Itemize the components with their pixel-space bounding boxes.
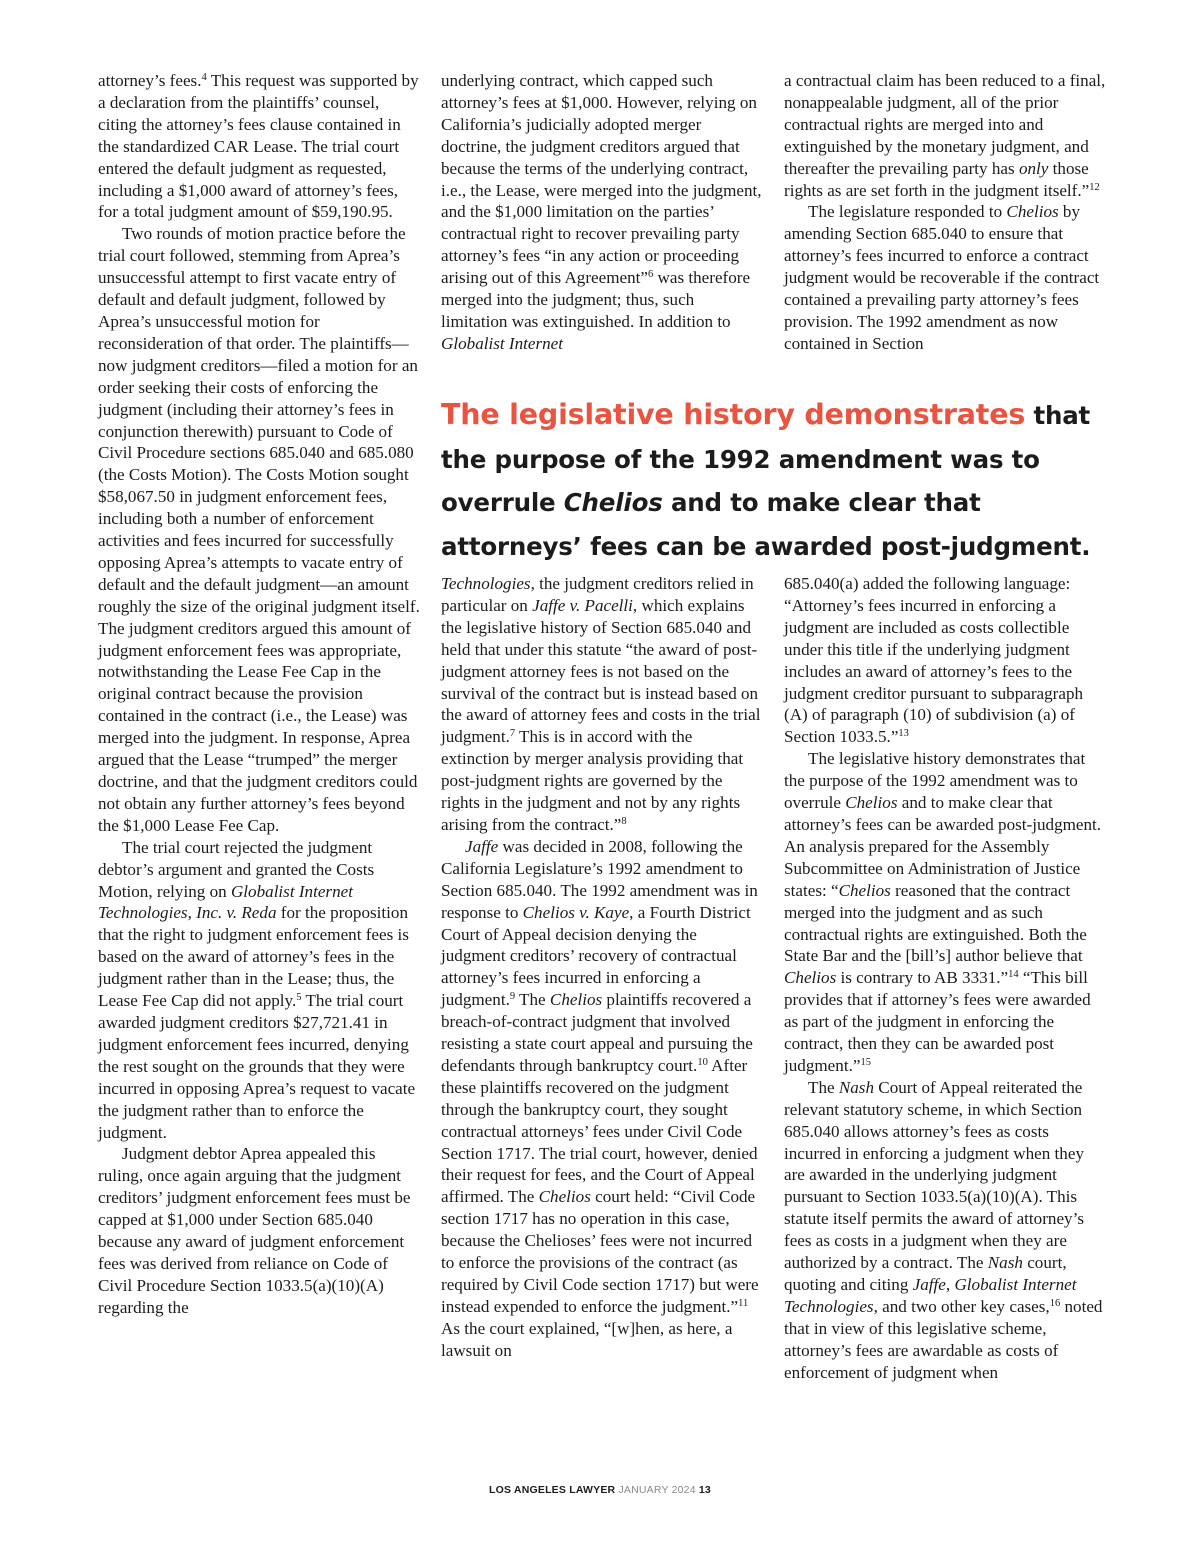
paragraph: Technologies, the judgment creditors relied in particular on Jaffe v. Pacelli, which explains the legislative history of Section 685.040 and held that under this statute “the award of post-judgment attorney fees is not based on the survival of the contract but is instead based on the award of attorney fees and costs in the trial judgment.$^7$ This is in accord with the extinction by merger analysis providing that post-judgment rights are governed by the rights in the judgment and not by any rights arising from the contract.”$^8$ bbox=[441, 574, 761, 834]
footnote-ref[interactable]: 9 bbox=[509, 991, 516, 1003]
pull-quote: The legislative history demonstrates that the purpose of the 1992 amendment was to overrule Chelios and to make clear that attorneys’ fees can be awarded post-judgment. bbox=[441, 398, 1091, 561]
footnote-ref[interactable]: 14 bbox=[1008, 969, 1019, 981]
footnote-ref[interactable]: 12 bbox=[1089, 181, 1100, 193]
footnote-ref[interactable]: 8 bbox=[621, 815, 627, 827]
footnote-ref[interactable]: 4 bbox=[201, 72, 207, 83]
page-number: 13 bbox=[698, 1484, 711, 1496]
article-column-3-bottom bbox=[784, 573, 1106, 1384]
article-column-3-top bbox=[784, 70, 1106, 355]
paragraph: Judgment debtor Aprea appealed this ruling, once again arguing that the judgment creditors’ judgment enforcement fees must be capped at $1,000 under Section 685.040 because any award of judgment enforcement fees was derived from reliance on Code of Civil Procedure Section 1033.5(a)(10)(A) regarding the bbox=[98, 1144, 411, 1317]
footnote-ref[interactable]: 6 bbox=[647, 269, 654, 281]
paragraph: attorney’s fees.$^4$ This request was supported by a declaration from the plaintiffs’ counsel, citing the attorney’s fees clause contained in the standardized CAR Lease. The trial court entered the default judgment as requested, including a $1,000 award of attorney’s fees, for a total judgment amount of $59,190.95. bbox=[98, 71, 419, 222]
paragraph: a contractual claim has been reduced to a final, nonappealable judgment, all of the prior contractual rights are merged into and extinguished by the monetary judgment, and thereafter the prevailing party has only those rights as are set forth in the judgment itself.”$^{12}$ bbox=[784, 71, 1106, 200]
article-column-2-bottom bbox=[441, 573, 763, 1362]
paragraph: underlying contract, which capped such attorney’s fees at $1,000. However, relying on California’s judicially adopted merger doctrine, the judgment creditors argued that because the terms of the underlying contract, i.e., the Lease, were merged into the judgment, and the $1,000 limitation on the parties’ contractual right to recover prevailing party attorney’s fees “in any action or proceeding arising out of this Agreement”$^6$ was therefore merged into the judgment; thus, such limitation was extinguished. In addition to Globalist Internet bbox=[441, 71, 762, 353]
paragraph: Two rounds of motion practice before the trial court followed, stemming from Aprea’s unsuccessful attempt to first vacate entry of default and default judgment, followed by Aprea’s unsuccessful motion for reconsideration of that order. The plaintiffs—now judgment creditors—filed a motion for an order seeking their costs of enforcing the judgment (including their attorney’s fees in conjunction therewith) pursuant to Code of Civil Procedure sections 685.040 and 685.080 (the Costs Motion). The Costs Motion sought $58,067.50 in judgment enforcement fees, including both a number of enforcement activities and fees incurred for successfully opposing Aprea’s attempts to vacate entry of default and the default judgment—an amount roughly the size of the original judgment itself. The judgment creditors argued this amount of judgment enforcement fees was appropriate, notwithstanding the Lease Fee Cap in the original contract because the provision contained in the contract (i.e., the Lease) was merged into the judgment. In response, Aprea argued that the Lease “trumped” the merger doctrine, and that the judgment creditors could not obtain any further attorney’s fees beyond the $1,000 Lease Fee Cap. bbox=[98, 224, 420, 835]
publication-name: LOS ANGELES LAWYER bbox=[489, 1484, 616, 1496]
article-column-1 bbox=[98, 70, 420, 1319]
footnote-ref[interactable]: 11 bbox=[738, 1297, 749, 1309]
article-column-2-top bbox=[441, 70, 763, 355]
paragraph: 685.040(a) added the following language: “Attorney’s fees incurred in enforcing a judgment are included as costs collectible under this title if the underlying judgment includes an award of attorney’s fees to the judgment creditor pursuant to subparagraph (A) of paragraph (10) of subdivision (a) of Section 1033.5.”$^{13}$ bbox=[784, 574, 1084, 747]
footnote-ref[interactable]: 7 bbox=[509, 728, 516, 740]
pull-quote-lead: The legislative history demonstrates bbox=[441, 398, 1026, 431]
paragraph: The trial court rejected the judgment debtor’s argument and granted the Costs Motion, relying on Globalist Internet Technologies, Inc. v. Reda for the proposition that the right to judgment enforcement fees is based on the award of attorney’s fees in the judgment rather than in the Lease; thus, the Lease Fee Cap did not apply.$^5$ The trial court awarded judgment creditors $27,721.41 in judgment enforcement fees incurred, denying the rest sought on the grounds that they were incurred in opposing Aprea’s request to vacate the judgment rather than to enforce the judgment. bbox=[98, 837, 416, 1142]
footnote-ref[interactable]: 16 bbox=[1049, 1297, 1061, 1309]
footnote-ref[interactable]: 13 bbox=[898, 728, 909, 740]
paragraph: Jaffe was decided in 2008, following the California Legislature’s 1992 amendment to Section 685.040. The 1992 amendment was in response to Chelios v. Kaye, a Fourth District Court of Appeal decision denying the judgment creditors’ recovery of contractual attorney’s fees incurred in enforcing a judgment.$^9$ The Chelios plaintiffs recovered a breach-of-contract judgment that involved resisting a state court appeal and pursuing the defendants through bankruptcy court.$^{10}$ After these plaintiffs recovered on the judgment through the bankruptcy court, they sought contractual attorneys’ fees under Civil Code Section 1717. The trial court, however, denied their request for fees, and the Court of Appeal affirmed. The Chelios court held: “Civil Code section 1717 has no operation in this case, because the Chelioses’ fees were not incurred to enforce the provisions of the contract (as required by Civil Code section 1717) but were instead expended to enforce the judgment.”$^{11}$ As the court explained, “[w]hen, as here, a lawsuit on bbox=[441, 836, 759, 1360]
footnote-ref[interactable]: 10 bbox=[697, 1056, 708, 1068]
footnote-ref[interactable]: 5 bbox=[296, 992, 302, 1004]
paragraph: The Nash Court of Appeal reiterated the relevant statutory scheme, in which Section 685.040 allows attorney’s fees as costs incurred in enforcing a judgment when they are awarded in the underlying judgment pursuant to Section 1033.5(a)(10)(A). This statute itself permits the award of attorney’s fees as costs in a judgment when they are authorized by a contract. The Nash court, quoting and citing Jaffe, Globalist Internet Technologies, and two other key cases,$^{16}$ noted that in view of this legislative scheme, attorney’s fees are awardable as costs of enforcement of judgment when bbox=[784, 1077, 1103, 1382]
issue-date: JANUARY 2024 bbox=[618, 1484, 696, 1496]
paragraph: The legislature responded to Chelios by amending Section 685.040 to ensure that attorney’s fees incurred to enforce a contract judgment would be recoverable if the contract contained a prevailing party attorney’s fees provision. The 1992 amendment as now contained in Section bbox=[784, 202, 1100, 353]
paragraph: The legislative history demonstrates that the purpose of the 1992 amendment was to overrule Chelios and to make clear that attorney’s fees can be awarded post-judgment. An analysis prepared for the Assembly Subcommittee on Administration of Justice states: “Chelios reasoned that the contract merged into the judgment and as such contractual rights are extinguished. Both the State Bar and the [bill’s] author believe that Chelios is contrary to AB 3331.”$^{14}$ “This bill provides that if attorney’s fees were awarded as part of the judgment in enforcing the contract, then they can be awarded post judgment.”$^{15}$ bbox=[784, 749, 1102, 1075]
page-footer bbox=[0, 1484, 1200, 1496]
footnote-ref[interactable]: 15 bbox=[860, 1056, 871, 1068]
